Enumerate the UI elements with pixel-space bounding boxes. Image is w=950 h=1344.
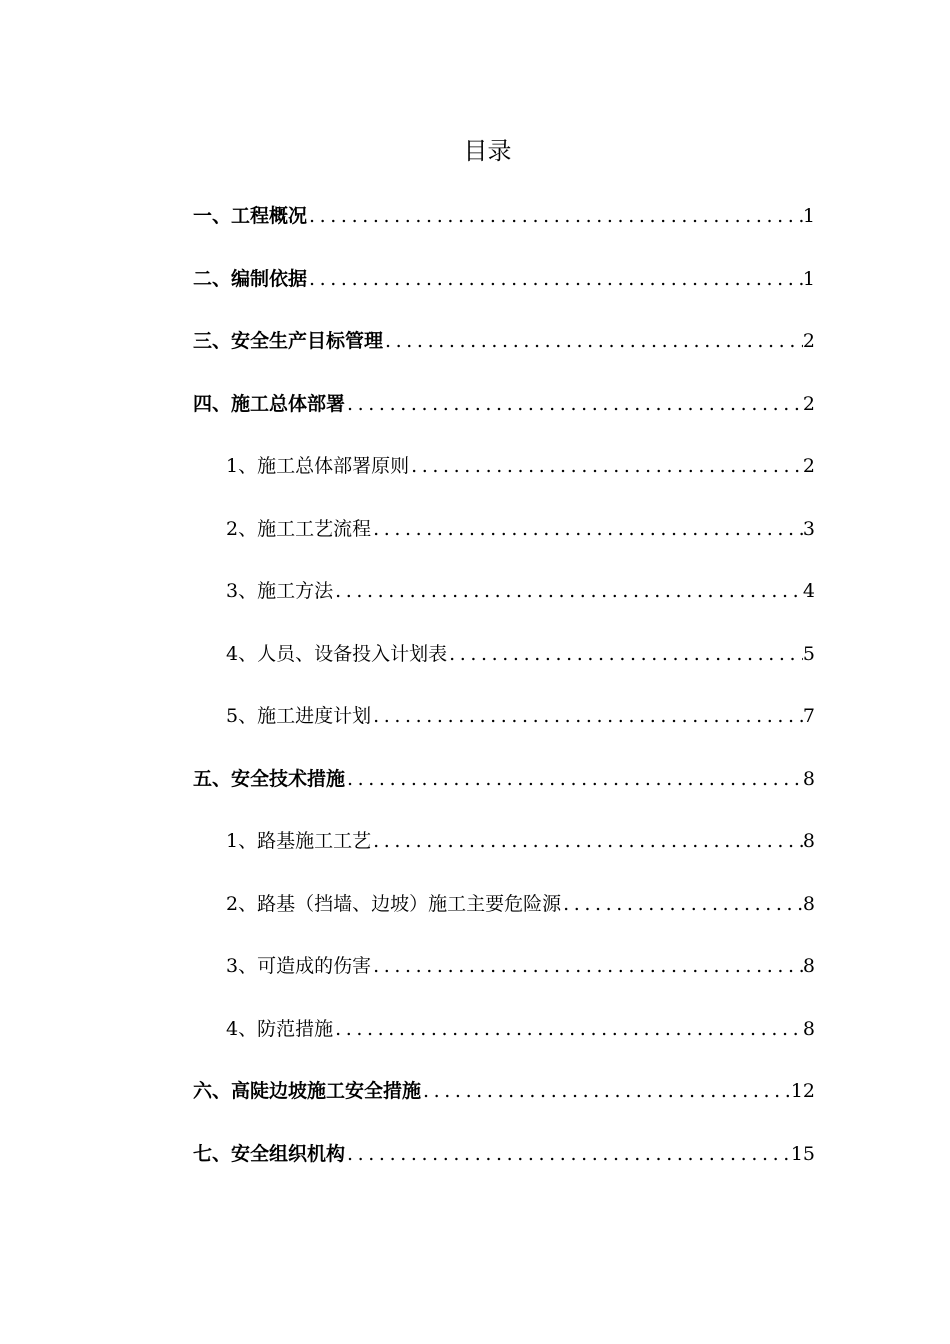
toc-entry-page-number: 2 [802,392,815,415]
toc-subentry[interactable] [0,698,950,761]
toc-entry-label[interactable]: 二、编制依据 [193,267,308,290]
dot-leader [421,1075,791,1107]
toc-entry-page-number: 8 [802,830,815,852]
dot-leader [561,888,803,920]
toc-entry-page-number: 1 [802,205,815,227]
toc-subentry[interactable] [0,886,950,949]
page-title: 目录 [463,137,512,165]
toc-entry-page-number: 2 [802,455,815,477]
toc-subentry[interactable] [0,573,950,636]
toc-entry-page-number: 8 [802,1017,815,1040]
dot-leader [371,700,803,732]
toc-entry-page-number: 8 [802,955,815,977]
toc-entry-page-number: 5 [802,642,815,665]
toc-entry-label[interactable]: 4、防范措施 [226,1017,334,1040]
toc-subentry[interactable] [0,1011,950,1074]
toc-entry-label[interactable]: 五、安全技术措施 [193,767,346,790]
toc-entry-label[interactable]: 2、路基（挡墙、边坡）施工主要危险源 [226,892,562,915]
toc-entry[interactable] [0,261,950,324]
toc-subentry[interactable] [0,448,950,511]
toc-entry-label[interactable]: 一、工程概况 [193,205,308,227]
dot-leader [383,325,803,357]
table-of-contents [0,198,950,1198]
toc-entry[interactable] [0,198,950,261]
toc-entry-label[interactable]: 1、施工总体部署原则 [226,455,410,477]
toc-entry[interactable] [0,1073,950,1136]
dot-leader [333,575,803,607]
dot-leader [447,638,803,670]
dot-leader [345,1138,791,1170]
toc-entry-page-number: 8 [802,767,815,790]
toc-subentry[interactable] [0,511,950,574]
dot-leader [307,200,803,232]
toc-entry-label[interactable]: 3、施工方法 [226,580,334,602]
toc-subentry[interactable] [0,636,950,699]
dot-leader [307,263,803,295]
toc-entry-page-number: 8 [802,892,815,915]
toc-entry-page-number: 3 [802,517,815,540]
toc-entry-label[interactable]: 4、人员、设备投入计划表 [226,642,448,665]
toc-entry-page-number: 12 [790,1080,815,1102]
toc-entry-label[interactable]: 三、安全生产目标管理 [193,330,384,352]
dot-leader [371,825,803,857]
dot-leader [345,388,803,420]
toc-entry-label[interactable]: 5、施工进度计划 [226,705,372,727]
dot-leader [371,950,803,982]
toc-entry-page-number: 1 [802,267,815,290]
toc-entry-page-number: 4 [802,580,815,602]
toc-entry-label[interactable]: 四、施工总体部署 [193,392,346,415]
toc-subentry[interactable] [0,823,950,886]
toc-entry[interactable] [0,1136,950,1199]
toc-entry[interactable] [0,323,950,386]
dot-leader [371,513,803,545]
toc-subentry[interactable] [0,948,950,1011]
toc-entry-label[interactable]: 七、安全组织机构 [193,1142,346,1165]
toc-entry-page-number: 7 [802,705,815,727]
toc-entry-label[interactable]: 2、施工工艺流程 [226,517,372,540]
toc-entry[interactable] [0,761,950,824]
dot-leader [345,763,803,795]
toc-entry-label[interactable]: 1、路基施工工艺 [226,830,372,852]
dot-leader [409,450,803,482]
toc-entry-page-number: 15 [790,1142,815,1165]
toc-entry[interactable] [0,386,950,449]
toc-entry-label[interactable]: 六、高陡边坡施工安全措施 [193,1080,422,1102]
dot-leader [333,1013,803,1045]
toc-entry-label[interactable]: 3、可造成的伤害 [226,955,372,977]
toc-entry-page-number: 2 [802,330,815,352]
